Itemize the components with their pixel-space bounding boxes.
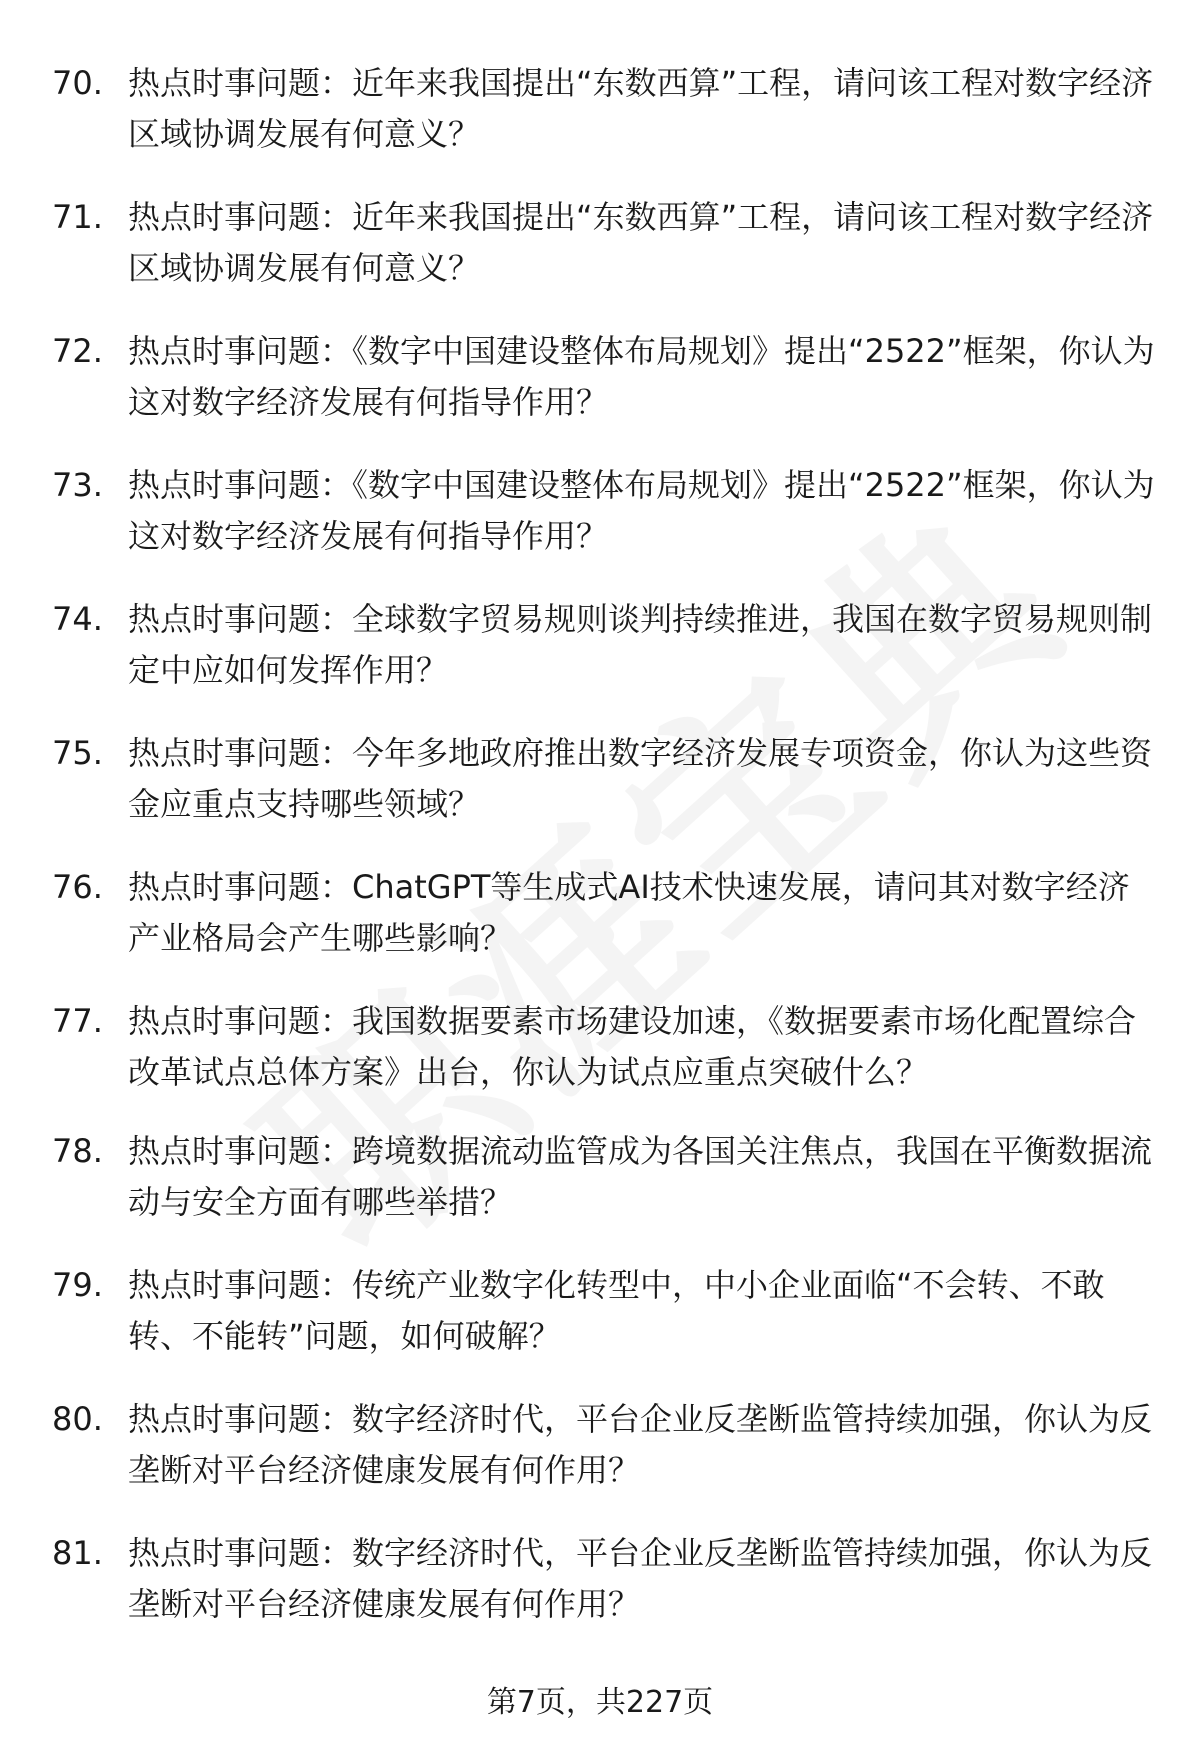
question-text: 热点时事问题：数字经济时代，平台企业反垄断监管持续加强，你认为反垄断对平台经济健康发展有何作用？ — [128, 1400, 1153, 1489]
question-number: 81. — [52, 1534, 103, 1572]
list-item — [0, 996, 1200, 1098]
list-item — [0, 594, 1200, 696]
question-number: 79. — [52, 1266, 103, 1304]
question-text: 热点时事问题：ChatGPT等生成式AI技术快速发展，请问其对数字经济产业格局会产生哪些影响？ — [128, 868, 1130, 957]
question-number: 70. — [52, 64, 103, 102]
question-text: 热点时事问题：近年来我国提出“东数西算”工程，请问该工程对数字经济区域协调发展有何意义？ — [128, 64, 1154, 153]
list-item — [0, 1126, 1200, 1228]
page-number: 第7页，共227页 — [486, 1685, 714, 1720]
list-item — [0, 1528, 1200, 1630]
question-text: 热点时事问题：数字经济时代，平台企业反垄断监管持续加强，你认为反垄断对平台经济健康发展有何作用？ — [128, 1534, 1153, 1623]
question-text: 热点时事问题：近年来我国提出“东数西算”工程，请问该工程对数字经济区域协调发展有何意义？ — [128, 198, 1154, 287]
question-text: 热点时事问题：《数字中国建设整体布局规划》提出“2522”框架，你认为这对数字经济发展有何指导作用？ — [128, 466, 1155, 555]
question-number: 74. — [52, 600, 103, 638]
list-item — [0, 1260, 1200, 1362]
list-item — [0, 58, 1200, 160]
question-text: 热点时事问题：传统产业数字化转型中，中小企业面临“不会转、不敢转、不能转”问题，如何破解？ — [128, 1266, 1105, 1355]
list-item — [0, 460, 1200, 562]
question-number: 78. — [52, 1132, 103, 1170]
list-item — [0, 1394, 1200, 1496]
question-text: 热点时事问题：全球数字贸易规则谈判持续推进，我国在数字贸易规则制定中应如何发挥作用？ — [128, 600, 1153, 689]
question-number: 71. — [52, 198, 103, 236]
list-item — [0, 728, 1200, 830]
question-number: 76. — [52, 868, 103, 906]
question-text: 热点时事问题：《数字中国建设整体布局规划》提出“2522”框架，你认为这对数字经济发展有何指导作用？ — [128, 332, 1155, 421]
list-item — [0, 862, 1200, 964]
question-number: 75. — [52, 734, 103, 772]
question-number: 73. — [52, 466, 103, 504]
list-item — [0, 326, 1200, 428]
question-text: 热点时事问题：跨境数据流动监管成为各国关注焦点，我国在平衡数据流动与安全方面有哪些举措？ — [128, 1132, 1153, 1221]
question-list — [0, 58, 1200, 1662]
list-item — [0, 192, 1200, 294]
question-text: 热点时事问题：今年多地政府推出数字经济发展专项资金，你认为这些资金应重点支持哪些领域？ — [128, 734, 1153, 823]
question-number: 77. — [52, 1002, 103, 1040]
question-text: 热点时事问题：我国数据要素市场建设加速，《数据要素市场化配置综合改革试点总体方案》出台，你认为试点应重点突破什么？ — [128, 1002, 1137, 1091]
question-number: 72. — [52, 332, 103, 370]
question-number: 80. — [52, 1400, 103, 1438]
